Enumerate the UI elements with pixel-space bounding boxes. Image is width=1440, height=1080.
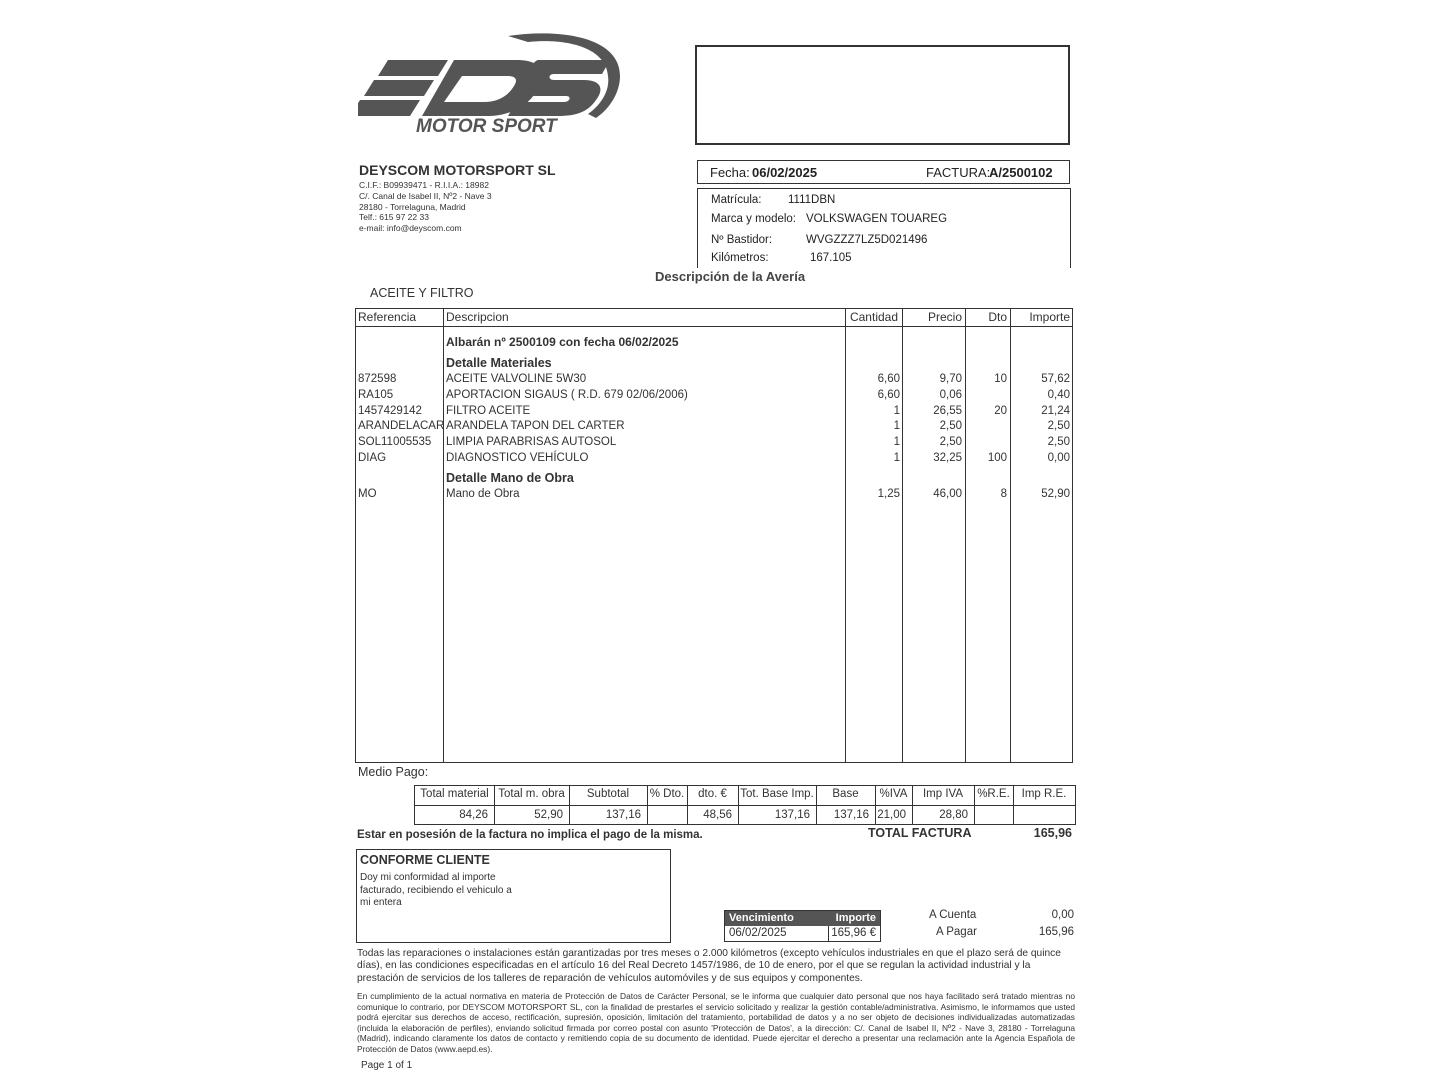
row-importe: 0,40 (1047, 388, 1070, 401)
row-importe: 57,62 (1041, 373, 1070, 385)
row-importe: 2,50 (1047, 420, 1070, 433)
totals-value: 48,56 (703, 809, 732, 821)
totals-value: 84,26 (459, 809, 488, 821)
data-protection-notice: En cumplimiento de la actual normativa en materia de Protección de Datos de Carácter Personal, se le informa que cualquier dato personal que nos haya facilitado será tratado mientras no comunique lo contrario, por DEYSCOM MOTORSPORT SL, con la finalidad de prestarles el servicio solicitado y realizar la gestión contable/administrativa. Asimismo, le informamos que usted podrá ejercitar sus derechos de acceso, rectificación, supresión, oposición, limitación del tratamiento, portabilidad de datos y a no ser objeto de decisiones individualizadas automatizadas (incluida la elaboración de perfiles), enviando solicitud firmada por correo postal con asunto 'Protección de Datos', a la dirección: C/. Canal de Isabel II, Nº2 - Nave 3, 28180 - Torrelaguna (Madrid), indicando claramente los datos de contacto y remitiendo copia de su documento de identidad. Puede ejercitar el derecho a presentar una reclamación ante la Agencia Española de Protección de Datos (www.aepd.es). (357, 991, 1075, 1054)
total-factura-value: 165,96 (1033, 826, 1072, 840)
vencimiento-header (725, 911, 880, 926)
row-importe: 2,50 (1047, 436, 1070, 449)
marca-label: Marca y modelo: (711, 213, 797, 225)
matricula-value: 1111DBN (788, 194, 836, 206)
company-phone: Telf.: 615 97 22 33 (359, 212, 429, 223)
totals-header: Total m. obra (498, 788, 565, 800)
page-number: Page 1 of 1 (361, 1060, 413, 1071)
row-cantidad: 1 (893, 420, 900, 433)
matricula-label: Matrícula: (711, 194, 762, 206)
km-value: 167.105 (810, 252, 852, 264)
row-referencia: 1457429142 (358, 404, 422, 417)
warranty-notice: Todas las reparaciones o instalaciones están garantizadas por tres meses o 2.000 kilómetros (excepto vehículos industriales en que el plazo será de quince días), en las condiciones especificadas en el artículo 16 del Real Decreto 1457/1986, de 10 de enero, por el que se regulan la actividad industrial y la prestación de servicios de los talleres de reparación de vehículos automóviles y de sus equipos y componentes. (357, 948, 1061, 984)
totals-header: % Dto. (649, 788, 685, 800)
row-cantidad: 1 (893, 436, 900, 449)
row-precio: 46,00 (933, 488, 962, 500)
total-factura-label: TOTAL FACTURA (868, 826, 972, 840)
totals-header: %IVA (879, 788, 908, 800)
company-name: DEYSCOM MOTORSPORT SL (359, 162, 556, 178)
totals-header: Imp IVA (922, 788, 964, 800)
row-precio: 2,50 (939, 420, 962, 433)
row-dto: 10 (994, 373, 1007, 385)
company-address: C/. Canal de Isabel II, Nº2 - Nave 3 (359, 190, 492, 201)
row-descripcion: APORTACION SIGAUS ( R.D. 679 02/06/2006) (446, 388, 688, 401)
marca-value: VOLKSWAGEN TOUAREG (806, 213, 948, 225)
venc-fecha: 06/02/2025 (729, 927, 787, 939)
company-email: e-mail: info@deyscom.com (359, 223, 462, 234)
row-descripcion: Mano de Obra (446, 488, 520, 500)
company-logo (358, 28, 624, 148)
row-cantidad: 1,25 (877, 488, 900, 500)
company-city: 28180 - Torrelaguna, Madrid (359, 201, 466, 212)
row-importe: 0,00 (1047, 452, 1070, 464)
col-header-cantidad: Cantidad (849, 310, 899, 324)
row-precio: 0,06 (939, 388, 962, 401)
row-dto: 20 (994, 404, 1007, 417)
row-importe: 52,90 (1041, 488, 1070, 500)
row-precio: 9,70 (939, 373, 962, 385)
venc-col-vencimiento: Vencimiento (729, 912, 794, 924)
row-dto: 8 (1000, 488, 1007, 500)
row-descripcion: ACEITE VALVOLINE 5W30 (446, 373, 587, 385)
row-referencia: MO (358, 488, 377, 500)
row-referencia: DIAG (358, 452, 387, 464)
km-label: Kilómetros: (711, 252, 769, 264)
row-precio: 26,55 (933, 404, 962, 417)
conforme-text: Doy mi conformidad al importe facturado, recibiendo el vehiculo a mi entera (360, 872, 512, 908)
items-table (355, 308, 1073, 763)
row-descripcion: FILTRO ACEITE (446, 404, 531, 417)
row-precio: 2,50 (939, 436, 962, 449)
totals-value: 137,16 (833, 809, 869, 821)
row-descripcion: ARANDELA TAPON DEL CARTER (446, 420, 625, 433)
apagar-label: A Pagar (936, 926, 977, 938)
bastidor-value: WVGZZZ7LZ5D021496 (806, 234, 928, 246)
col-header-precio: Precio (927, 310, 962, 324)
medio-pago-label: Medio Pago: (358, 765, 429, 779)
row-dto: 100 (987, 452, 1007, 464)
vencimiento-table (724, 910, 881, 942)
totals-header: Base (832, 788, 859, 800)
row-cantidad: 6,60 (877, 373, 900, 385)
apagar-value: 165,96 (1038, 926, 1074, 938)
totals-value: 137,16 (605, 809, 641, 821)
totals-header: dto. € (698, 788, 727, 800)
payment-disclaimer: Estar en posesión de la factura no implica el pago de la misma. (357, 829, 703, 841)
row-descripcion: LIMPIA PARABRISAS AUTOSOL (446, 436, 617, 449)
row-referencia: RA105 (358, 388, 394, 401)
totals-value: 28,80 (939, 809, 968, 821)
vehicle-info-box (697, 188, 1071, 268)
logo-subtext: MOTOR SPORT (416, 116, 557, 137)
col-header-importe: Importe (1029, 310, 1070, 324)
conforme-title: CONFORME CLIENTE (360, 853, 490, 867)
totals-value: 137,16 (774, 809, 810, 821)
row-cantidad: 1 (893, 404, 900, 417)
fecha-value: 06/02/2025 (752, 165, 818, 180)
col-header-dto: Dto (988, 310, 1007, 324)
row-referencia: SOL11005535 (358, 436, 432, 449)
col-header-desc: Descripcion (446, 310, 509, 324)
acuenta-value: 0,00 (1051, 909, 1074, 921)
row-cantidad: 1 (893, 452, 900, 464)
acuenta-label: A Cuenta (929, 909, 977, 921)
conforme-cliente-box (356, 849, 671, 943)
totals-value: 21,00 (877, 809, 906, 821)
venc-importe: 165,96 € (831, 927, 876, 939)
totals-header: Tot. Base Imp. (740, 788, 814, 800)
totals-header: Imp R.E. (1021, 788, 1067, 800)
fecha-label: Fecha: (710, 165, 750, 180)
bastidor-label: Nº Bastidor: (711, 234, 773, 246)
totals-table (414, 785, 1076, 825)
venc-col-importe: Importe (835, 912, 876, 924)
totals-header: %R.E. (977, 788, 1010, 800)
company-details (359, 180, 492, 234)
albaran-line: Albarán nº 2500109 con fecha 06/02/2025 (446, 335, 679, 349)
factura-number: A/2500102 (989, 165, 1053, 180)
row-cantidad: 6,60 (877, 388, 900, 401)
totals-header: Subtotal (586, 788, 630, 800)
materiales-heading: Detalle Materiales (446, 356, 552, 370)
row-referencia: 872598 (358, 373, 397, 385)
invoice-header-box (697, 160, 1070, 184)
averia-text: ACEITE Y FILTRO (370, 286, 474, 300)
row-referencia: ARANDELACAR (358, 420, 445, 433)
row-precio: 32,25 (933, 452, 962, 464)
factura-label: FACTURA: (926, 165, 991, 180)
totals-header: Total material (420, 788, 489, 800)
row-importe: 21,24 (1041, 404, 1070, 417)
company-cif: C.I.F.: B09939471 - R.I.I.A.: 18982 (359, 180, 489, 190)
mano-obra-heading: Detalle Mano de Obra (446, 471, 574, 485)
col-header-ref: Referencia (358, 310, 417, 324)
row-descripcion: DIAGNOSTICO VEHÍCULO (446, 452, 589, 464)
averia-title: Descripción de la Avería (655, 269, 806, 284)
client-address-box (695, 45, 1070, 145)
totals-value: 52,90 (534, 809, 563, 821)
